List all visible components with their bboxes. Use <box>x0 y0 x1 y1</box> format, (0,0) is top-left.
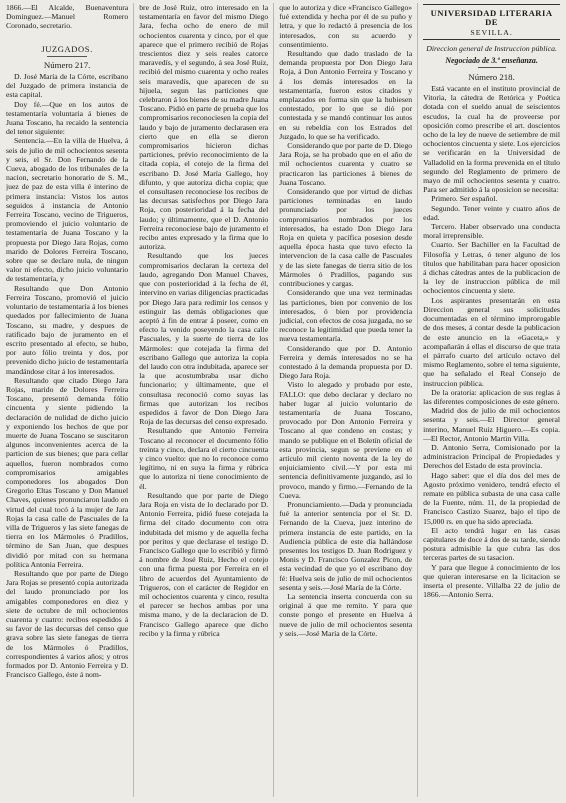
university-heading: UNIVERSIDAD LITERARIA DE <box>430 8 553 28</box>
negociado-heading: Negociado de 3.º enseñanza. <box>445 55 538 65</box>
column-4 <box>417 3 560 797</box>
notice-number-218: Número 218. <box>468 71 515 82</box>
paragraph: Considerando que por parte de D. Diego Jara Roja, se ha probado que en el año de mil ochocientos cuarenta y cuatro se practicaron las particiones á bienes de Juana Toscano. <box>279 141 413 187</box>
notice-number-217: Número 217. <box>43 59 91 70</box>
paragraph: Considerando que una vez terminadas las particiones, bien por convenio de los interesados, ó bien por providencia judicial, con efectos de cosa juzgada, no se reconoce la legitimidad que pueda tener la nueva testamentaría. <box>279 288 413 344</box>
paragraph: D. Antonio Serra, Comisionado por la administracion Principal de Propiedades y Derechos del Estado de esta provincia. <box>423 442 560 471</box>
paragraph: Sentencia.—En la villa de Huelva, á seis de julio de mil ochocientos sesenta y seis, el Sr. Don Fernando de la Cueva, abogado de los tribunales de la nacion, secretario honorario de S. M., juez de paz de esta villa é interino de primera instancia: Vistos los autos seguidos á instancia de Antonio Ferreira Toscano, vecino de Trigueros, promoviendo el juicio voluntario de testamentaría de Juana Toscano y la propuesta por Diego Jara Rojas, como marido de Dolores Ferreira Toscano, sobre que se declare nula, de ningun valor ni efecto, dicho juicio voluntario de testamentaría, y <box>6 136 129 284</box>
paragraph: Doy fé.—Que en los autos de testamentaría voluntaria á bienes de Juana Toscano, ha recaido la sentencia del tenor siguiente: <box>6 99 129 137</box>
paragraph: Cuarto. Ser Bachiller en la Facultad de Filosofía y Letras, ó tener alguno de los títulos que habilitaban para hacer oposicion á dichas cátedras antes de la publicacion de la ley de instruccion pública de mil ochocientos cincuenta y siete. <box>423 240 560 296</box>
newspaper-page <box>6 3 560 797</box>
paragraph: Resultando que Antonio Ferreira Toscano al reconocer el documento fólio treinta y cinco, declara el cierto cincuenta y cinco vuelto: que no lo reconoce como legítimo, ni en suya la firma y rúbrica que lo autoriza ni tiene conocimiento de él. <box>139 426 269 491</box>
paragraph: bre de José Ruiz, otro interesado en la testamentaría en favor del mismo Diego Jara, fecha ocho de enero de mil ochocientos cuarenta y cinco, por el que aparece que el primero recibió de Rojas trescientos diez y seis reales catorce maravedís, y el segundo, á sea José Ruiz, recibió del mismo cuarenta y ocho reales seis maravedís, que aparecen de su hijuela, segun las particiones que celebraron á los bienes de su madre Juana Toscano. Pidió en parte de prueba que los compromisarios reconociesen la copia del laudo y bajo de juramento declarasen era cierto que en ella se dieron compromisarios hicieron dichas particiones, prévio reconocimiento de la citada copia, el cotejo de la firma del escribano D. José María Gallego, hoy difunto, y que autoriza dicha copia; que el consultasen reconociese los recibos de las decursas satisfechos por Diego Jara Roja, con posterioridad á la fecha del laudo; y últimamente, que el D. Antonio Ferreira reconociese bajo de juramento el recibo antes expresado y la firma que lo autoriza. <box>139 3 269 252</box>
paragraph: El acto tendrá lugar en las casas capitulares de doce á dos de su tarde, siendo postura admisible la que cubra las dos terceras partes de su tasacion. <box>423 525 560 563</box>
header-rule-bottom <box>423 39 560 40</box>
paragraph: Resultando que por parte de Diego Jara Roja en vista de lo declarado por D. Antonio Ferreira, pidió fuese cotejada la firma del citado documento con otra indubitada del mismo y de aquella fecha por peritos y que declarase el testigo D. Francisco Gallego que lo escribió y firmó á nombre de José Ruiz, Hecho el cotejo con una firma puesta por Ferreira en el libro de acuerdos del Ayuntamiento de Trigueros, con el carácter de Regidor en mil ochocientos cuarenta y cinco, resulta el parecer se hechos ambas por una misma mano, y de la declaracion de D. Francisco Gallego aparece que dicho recibo y la firma y rúbrica <box>139 490 269 638</box>
paragraph: La sentencia inserta concuerda con su original á que me remito. Y para que conste pongo el presente en Huelva á nueve de julio de mil ochocientos sesenta y seis.—José María de la Córte. <box>279 592 413 638</box>
paragraph: De la oratoria: aplicacion de sus reglas á las diferentes composiciones de este género. <box>423 387 560 406</box>
paragraph: Resultando que por parte de Diego Jara Rojas se presentó copia autorizada del laudo pronunciado por los amigables componedores en diez y siete de octubre de mil ochocientos cuarenta y cuatro: recibos espedidos á su favor de las decursas del censo que grava sobre las siete fanegas de tierra de los Mármoles ó Pradillos, correspondientes á varios años; y otros formados por D. Antonio Ferreira y D. Francisco Gallego, éste á nom- <box>6 568 129 680</box>
direction-heading: Direccion general de Instruccion pública. <box>426 43 557 53</box>
header-rule-top <box>423 4 560 5</box>
paragraph: Hago saber: que el día dos del mes de Agosto próximo venidero, tendrá efecto el remate en pública subasta de una casa calle de la Fuente, núm. 11, de la propiedad de Francisco Castizo Suarez, bajo el tipo de 15,000 rs. en que ha sido apreciada. <box>423 470 560 526</box>
column-2 <box>133 3 273 797</box>
paragraph: Está vacante en el instituto provincial de Vitoria, la cátedra de Retórica y Poética dotada con el sueldo anual de seiscientos escudos, la cual ha de proveerse por oposición como prescribe el art. doscientos ocho de la ley de nueve de setiembre de mil ochocientos cincuenta y siete. Los ejercicios se verificarán en la Universidad de Valladolid en la forma prevenida en el título segundo del Reglamento de primero de mayo de mil ochocientos sesenta y cuatro. Para ser admitido á la oposicion se necesita: <box>423 84 560 195</box>
column-1-top-text: 1866.—El Alcalde, Buenaventura Dominguez.—Manuel Romero Coronado, secretario. <box>6 3 129 31</box>
title-rule <box>47 56 87 57</box>
paragraph: Primero. Ser español. <box>431 194 498 204</box>
column-3 <box>273 3 417 797</box>
paragraph: Considerando que por virtud de dichas particiones terminadas en laudo pronunciado por los jueces compromisarios nombrados por los interesados, ha estado Don Diego Jara Roja en quieta y pacífica posesion desde aquella época hasta que tuvo efecto la intervencion de la casa calle de Pascuales y de las siete fanegas de tierra sitio de los Mármoles ó Pradillos, pagando sus contribuciones y cargas. <box>279 187 413 289</box>
paragraph: Y para que llegue á conocimiento de los que quieran interesarse en la licitacion se inserta el presente. Villalba 22 de julio de 1866.—Antonio Serra. <box>423 562 560 600</box>
section-title-juzgados: JUZGADOS. <box>41 43 93 54</box>
paragraph: Considerando que por D. Antonio Ferreira y demás interesados no se ha contestado á la demanda propuesta por D. Diego Jara Roja. <box>279 343 413 381</box>
columns <box>6 3 560 797</box>
paragraph: Resultando que los jueces compromisarios declaran la certeza del laudo, agregando Don Manuel Chaves, que con posterioridad á la fecha de él, intervino en varias diligencias practicadas por Diego Jara para redimir los censos y estinguir las demás obligaciones que aceptó á fin de entrar á poseer, como en efecto la venido poseyendo la casa calle Pascuales, y la suerte de tierra de los Mármoles: que cotejada la firma del escribano Gallego que autoriza la copia del laudo con otra indubitada, aparece ser la que acostumbraba usar dicho funcionario; y últimamente, que el consultasa reconoció como suyas las firmas que autorizan los recibos espedidos á favor de Don Diego Jara Roja de las decursas del censo expresado. <box>139 251 269 427</box>
paragraph: Segundo. Tener veinte y cuatro años de edad. <box>423 203 560 222</box>
university-city: SEVILLA. <box>470 28 513 38</box>
paragraph: Los aspirantes presentarán en esta Direccion general sus solicitudes documentadas en el término improrogable de dos meses, á contar desde la publicacion de este anuncio en la «Gaceta,» y acompañarán á ellas el discurso de que trata el párrafo cuarto del artículo octavo del mismo Reglamento, sobre el tema siguiente, que ha señalado el Real Consejo de instruccion pública. <box>423 295 560 388</box>
column-1 <box>6 3 133 797</box>
paragraph: Pronunciamiento.—Dada y pronunciada fué la anterior sentencia por el Sr. D. Fernando de la Cueva, juez interino de primera instancia de este partido, en la Audiencia pública de este día hallándose presentes los testigos D. Juan Rodriguez y Monis y D. Francisco Gonzalez Picon, de esta vecindad de que yo el escribano doy fé: Huelva seis de julio de mil ochocientos sesenta y seis.—José María de la Córte. <box>279 499 413 592</box>
paragraph: Resultando que citado Diego Jara Rojas, marido de Dolores Ferreira Toscano, presentó demanda fólio cincuenta y siente pidiendo la declaración de nulidad de dicho juicio y exponiendo los hechos de que por muerte de Juana Toscano se suscitaron algunos inconvenientes acerca de la particion de sus bienes; que para cellar aquellos, fueron nombrados como compromisarios amigables componedores los abogados Don Gregorio Eltas Toscano y Don Manuel Chaves, quienes pronunciaron laudo en virtud del cual tocó á la mujer de Jara Rojas la casa calle de Pascuales de la villa de Trigueros y las siete fanegas de tierra en los Mármoles ó Pradillos, término de San Juan, que despues dividió por mitad con su hermana política Antonia Ferreira. <box>6 375 129 569</box>
paragraph: Tercero. Haber observado una conducta moral irreprensible. <box>423 222 560 241</box>
paragraph: que lo autoriza y dice «Francisco Gallego» fué extendida y hecha por él de su puño y letra, y que lo redactó á presencia de los interesados, con su acuerdo y consentimiento. <box>279 3 413 49</box>
paragraph: Visto lo alegado y probado por este, FALLO: que debo declarar y declaro no haber lugar al juicio voluntario de testamentaría de Juana Toscano, provocado por Don Antonio Ferreira y Toscano al que condeno en costas; y mando se publique en el Boletín oficial de esta provincia, segun se previene en el artículo mil ciento noventa de la ley de enjuiciamiento civil.—Y por esta mi sentencia definitivamente juzgando, así lo provoco, mando y firmo.—Fernando de la Cueva. <box>279 380 413 500</box>
paragraph: D. José María de la Córte, escribano del Juzgado de primera instancia de esta capital. <box>6 72 129 100</box>
section-rule <box>478 67 506 68</box>
paragraph: Resultando que Don Antonio Ferreira Toscano, promovió el juicio voluntario de testamentaría á los bienes quedados por fallecimiento de Juana Toscano, su madre, y despues de ratificado bajo de juramento en el escrito presentado al efecto, se hubo, por auto fólio treinta y dos, por prevenido dicho juicio de testamentaría mandándose citar á los interesados. <box>6 283 129 376</box>
paragraph: Resultando que dado traslado de la demanda propuesta por Don Diego Jara Roja, á Don Antonio Ferreira y Toscano y á los demás interesados en la testamentaría, fueron estos citados y emplazados en forma sin que la hubiesen contestado, por lo que se dió por contestada y se mandó continuar los autos en su rebeldía con los Estrados del Juzgado, lo que se ha verificado. <box>279 49 413 141</box>
paragraph: Madrid dos de julio de mil ochocientos sesenta y seis.—El Director general interino, Manuel Ruiz Higuero.—Es copia.—El Rector, Antonio Martin Villa. <box>423 406 560 443</box>
